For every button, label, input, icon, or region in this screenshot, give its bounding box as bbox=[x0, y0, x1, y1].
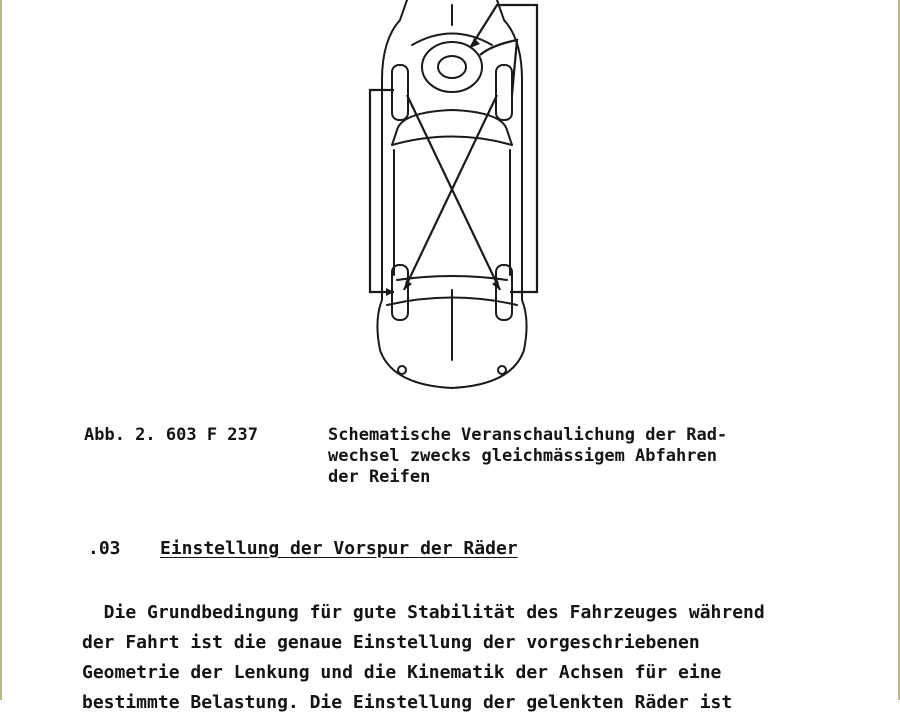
paragraph-line: bestimmte Belastung. Die Einstellung der gelenkten Räder ist bbox=[82, 692, 733, 713]
tire-rotation-diagram bbox=[352, 0, 552, 395]
paragraph-line: Die Grundbedingung für gute Stabilität des Fahrzeuges während bbox=[82, 602, 765, 623]
body-paragraph bbox=[82, 598, 897, 718]
caption-text bbox=[328, 425, 848, 488]
paragraph-line: Geometrie der Lenkung und die Kinematik der Achsen für eine bbox=[82, 662, 722, 683]
rotation-line-cross-b bbox=[404, 95, 497, 290]
car-cabin bbox=[392, 110, 512, 145]
wheel-rear-left bbox=[392, 65, 408, 120]
rotation-line-cross-a bbox=[407, 95, 500, 290]
paragraph-line: der Fahrt ist die genaue Einstellung der vorgeschriebenen bbox=[82, 632, 700, 653]
wheel-rear-right bbox=[496, 65, 512, 120]
section-number: .03 bbox=[88, 538, 121, 559]
spare-wheel-inner bbox=[438, 56, 466, 78]
caption-line: wechsel zwecks gleichmässigem Abfahren bbox=[328, 446, 717, 466]
section-title: Einstellung der Vorspur der Räder bbox=[160, 538, 518, 559]
spare-wheel-outer bbox=[422, 42, 482, 92]
caption-line: Schematische Veranschaulichung der Rad- bbox=[328, 425, 728, 445]
caption-line: der Reifen bbox=[328, 467, 431, 487]
figure-reference: Abb. 2. 603 F 237 bbox=[84, 425, 258, 445]
